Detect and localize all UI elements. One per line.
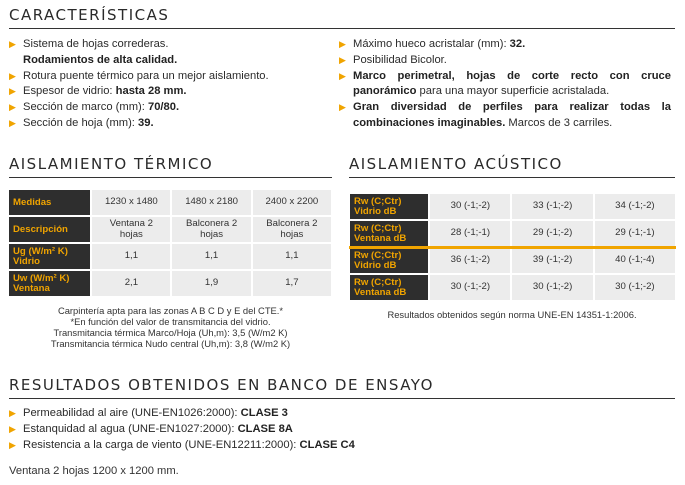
table-row xyxy=(9,244,331,269)
table-cell: 30 (-1;-2) xyxy=(512,275,592,300)
results-title: RESULTADOS OBTENIDOS EN BANCO DE ENSAYO xyxy=(9,376,434,394)
acoustic-note: Resultados obtenidos según norma UNE-EN 14351-1:2006. xyxy=(387,309,637,320)
table-cell: 1,9 xyxy=(172,271,250,296)
row-label: Descripción xyxy=(9,217,90,242)
triangle-bullet-icon: ▶ xyxy=(9,102,16,113)
thermal-notes: Carpintería apta para las zonas A B C D y E del CTE.* *En función del valor de transmitancia del vidrio. Transmitancia térmica Marco/Hoja (Uh,m): 3,5 (W/m2 K) Transmitancia térmica Nudo central (Uh,m): 3,8 (W/m2 K) xyxy=(50,305,291,349)
row-label: Rw (C;Ctr) Ventana dB xyxy=(350,275,428,300)
table-row xyxy=(350,194,675,219)
table-cell: Balconera 2 hojas xyxy=(172,217,250,242)
table-row xyxy=(9,190,331,215)
characteristics-rule xyxy=(9,28,675,29)
acoustic-group-divider xyxy=(349,246,676,249)
triangle-bullet-icon: ▶ xyxy=(9,439,16,450)
table-cell: 30 (-1;-2) xyxy=(595,275,675,300)
list-item: ▶ Espesor de vidrio: hasta 28 mm. xyxy=(9,84,329,100)
table-row xyxy=(350,275,675,300)
table-cell: 1,1 xyxy=(92,244,170,269)
table-cell: 36 (-1;-2) xyxy=(430,248,510,273)
table-cell: 1,1 xyxy=(172,244,250,269)
table-cell: 28 (-1;-1) xyxy=(430,221,510,246)
table-row xyxy=(350,221,675,246)
triangle-bullet-icon: ▶ xyxy=(339,102,346,113)
characteristics-right-list xyxy=(339,37,671,132)
table-cell: 30 (-1;-2) xyxy=(430,275,510,300)
triangle-bullet-icon: ▶ xyxy=(9,423,16,434)
table-cell: 1230 x 1480 xyxy=(92,190,170,215)
table-cell: 40 (-1;-4) xyxy=(595,248,675,273)
row-label: Uw (W/m² K) Ventana xyxy=(9,271,90,296)
list-item: ▶ Sección de hoja (mm): 39. xyxy=(9,116,329,132)
characteristics-left-list xyxy=(9,37,329,132)
table-cell: 29 (-1;-2) xyxy=(512,221,592,246)
list-item: ▶ Sección de marco (mm): 70/80. xyxy=(9,100,329,116)
table-cell: 1,1 xyxy=(253,244,331,269)
table-cell: 34 (-1;-2) xyxy=(595,194,675,219)
triangle-bullet-icon: ▶ xyxy=(339,70,346,81)
results-rule xyxy=(9,398,675,399)
list-item: ▶ Permeabilidad al aire (UNE-EN1026:2000): CLASE 3 xyxy=(9,406,509,422)
characteristics-title: CARACTERÍSTICAS xyxy=(9,6,170,24)
list-item: ▶ Sistema de hojas correderas. Rodamientos de alta calidad. xyxy=(9,38,178,66)
list-item: ▶ Resistencia a la carga de viento (UNE-EN12211:2000): CLASE C4 xyxy=(9,438,509,454)
thermal-table xyxy=(7,188,333,298)
table-cell: 2,1 xyxy=(92,271,170,296)
triangle-bullet-icon: ▶ xyxy=(9,39,16,49)
results-list xyxy=(9,406,509,453)
row-label: Ug (W/m² K) Vidrio xyxy=(9,244,90,269)
row-label: Rw (C;Ctr) Vidrio dB xyxy=(350,248,428,273)
list-item: ▶ Estanquidad al agua (UNE-EN1027:2000): CLASE 8A xyxy=(9,422,509,438)
table-cell: 30 (-1;-2) xyxy=(430,194,510,219)
triangle-bullet-icon: ▶ xyxy=(339,39,346,49)
triangle-bullet-icon: ▶ xyxy=(9,86,16,97)
row-label: Rw (C;Ctr) Vidrio dB xyxy=(350,194,428,219)
table-cell: 1480 x 2180 xyxy=(172,190,250,215)
table-cell: 1,7 xyxy=(253,271,331,296)
table-cell: 2400 x 2200 xyxy=(253,190,331,215)
results-footnote: Ventana 2 hojas 1200 x 1200 mm. xyxy=(9,465,179,477)
thermal-title: AISLAMIENTO TÉRMICO xyxy=(9,155,214,173)
triangle-bullet-icon: ▶ xyxy=(339,54,346,65)
acoustic-title: AISLAMIENTO ACÚSTICO xyxy=(349,155,563,173)
list-item: ▶ Máximo hueco acristalar (mm): 32. xyxy=(339,37,671,53)
table-cell: 29 (-1;-1) xyxy=(595,221,675,246)
list-item: ▶ Gran diversidad de perfiles para realizar todas la combinaciones imaginables. Marcos de 3 carriles. xyxy=(339,101,671,129)
acoustic-rule xyxy=(349,177,675,178)
table-row xyxy=(9,271,331,296)
table-cell: 33 (-1;-2) xyxy=(512,194,592,219)
table-cell: Balconera 2 hojas xyxy=(253,217,331,242)
triangle-bullet-icon: ▶ xyxy=(9,70,16,81)
thermal-rule xyxy=(9,177,332,178)
row-label: Rw (C;Ctr) Ventana dB xyxy=(350,221,428,246)
list-item: ▶ Posibilidad Bicolor. xyxy=(339,53,671,69)
triangle-bullet-icon: ▶ xyxy=(9,408,16,418)
table-cell: 39 (-1;-2) xyxy=(512,248,592,273)
list-item: ▶ Marco perimetral, hojas de corte recto con cruce panorámico para una mayor superficie acristalada. xyxy=(339,69,671,98)
table-row xyxy=(350,248,675,273)
list-item: ▶ Rotura puente térmico para un mejor aislamiento. xyxy=(9,69,329,85)
triangle-bullet-icon: ▶ xyxy=(9,117,16,128)
row-label: Medidas xyxy=(9,190,90,215)
table-row xyxy=(9,217,331,242)
table-cell: Ventana 2 hojas xyxy=(92,217,170,242)
